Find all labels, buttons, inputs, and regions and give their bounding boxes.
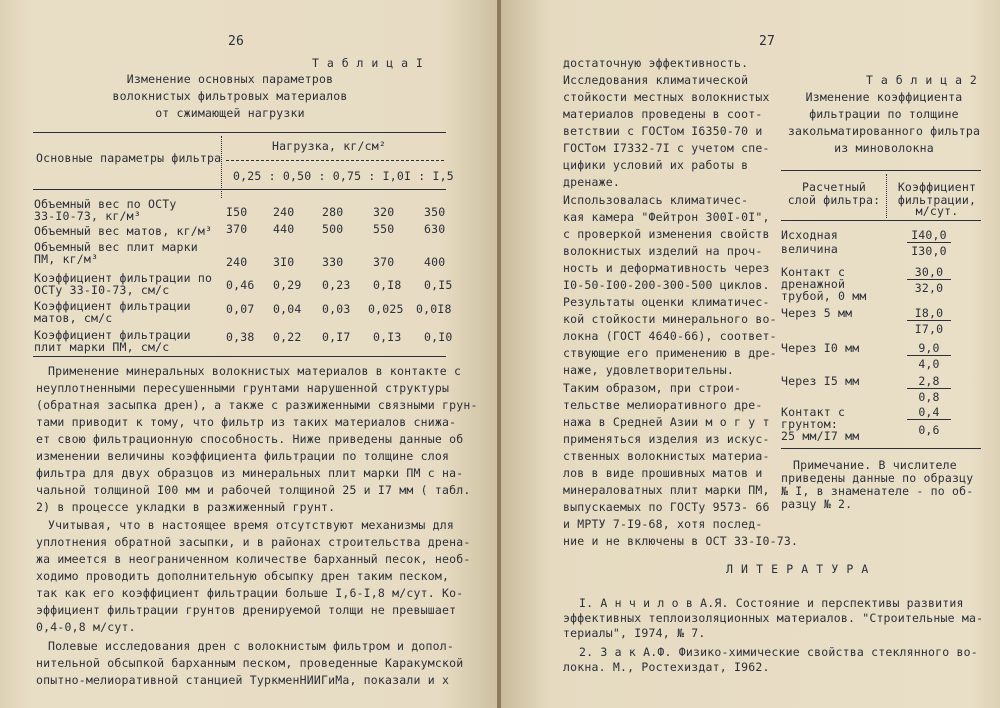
text-line: наже, удовлетворительны.	[563, 363, 734, 377]
paragraph-line: Полевые исследования дрен с волокнистым фильтром и допол-	[48, 639, 455, 653]
row-label: Объемный вес матов, кг/м³	[34, 224, 213, 238]
paragraph-line: тами приводит к тому, что фильтр из таких материалов снижа-	[36, 415, 457, 429]
denominator: 0,8	[918, 390, 940, 404]
denominator: 0,6	[918, 423, 940, 437]
table-header-layer: слой фильтра:	[787, 193, 881, 207]
row-label: матов, см/с	[34, 311, 113, 325]
table-cell: 0,07	[226, 302, 255, 316]
row-label: ОСТу 33-I0-73, см/с	[34, 283, 170, 297]
table-rule-bottom	[781, 448, 981, 449]
row-label: 33-I0-73, кг/м³	[34, 209, 141, 223]
row-label: трубой, 0 мм	[781, 289, 867, 303]
table-header-coefficient: м/сут.	[915, 204, 959, 218]
literature-heading: Л И Т Е Р А Т У Р А	[726, 562, 869, 576]
table-header-coefficient: Коэффициент	[897, 180, 977, 194]
denominator: 4,0	[918, 357, 940, 371]
table-title-line: из миноволокна	[834, 141, 934, 155]
fraction-bar	[907, 355, 951, 356]
table-cell: 440	[273, 222, 295, 236]
paragraph-line: так как его коэффициент фильтрации больше I,6-I,8 м/сут. Ко-	[36, 586, 464, 600]
paragraph-line: фильтра для двух образцов из минеральных плит марки ПМ с на-	[36, 466, 464, 480]
table-title-line: закольматированного фильтра	[787, 124, 981, 138]
table-cell: 0,23	[322, 278, 351, 292]
numerator: 9,0	[918, 341, 940, 355]
table-label: Т а б л и ц а I	[312, 56, 424, 70]
text-line: ние и не включены в ОСТ 33-I0-73.	[563, 534, 799, 548]
paragraph-line: уплотнения обратной засыпки, и в районах строительства дрена-	[36, 535, 471, 549]
table-header-layer: Расчетный	[801, 180, 867, 194]
row-label: Через I5 мм	[781, 374, 860, 388]
table-cell: 0,I0	[424, 330, 453, 344]
table-cell: 0,29	[273, 278, 302, 292]
table-cell: 3I0	[273, 255, 295, 269]
table-rule-bottom	[33, 356, 446, 357]
text-line: Таким образом, при строи-	[563, 381, 742, 395]
row-label: Контакт с	[781, 265, 846, 279]
table-cell: 0,025	[368, 302, 404, 316]
denominator: 32,0	[914, 281, 944, 295]
row-label: Коэффициент фильтрации	[34, 299, 191, 313]
text-line: ственных волокнистых материа-	[563, 449, 770, 463]
table-cell: 0,I5	[424, 278, 453, 292]
paragraph-line: 0,4-0,8 м/сут.	[36, 620, 136, 634]
numerator: 2,8	[918, 374, 940, 388]
table-cell: 240	[273, 205, 295, 219]
table-title-line: Изменение основных параметров	[126, 72, 334, 86]
table-cell: 240	[226, 255, 248, 269]
table-header-divider	[226, 160, 444, 161]
table-header-parameters: Основные параметры фильтра	[36, 151, 222, 165]
table-label: Т а б л и ц а 2	[866, 73, 978, 87]
row-label: Коэффициент фильтрации	[34, 328, 191, 342]
table-cell: 0,I8	[373, 278, 402, 292]
fraction-bar	[907, 242, 951, 243]
row-label: Объемный вес плит марки	[34, 240, 198, 254]
table-header-load: Нагрузка, кг/см²	[272, 139, 386, 153]
table-rule-header	[781, 220, 981, 221]
text-line: Результаты оценки климатичес-	[563, 295, 770, 309]
fraction-bar	[907, 419, 951, 420]
text-line: выпускаемых по ГОСТу 9573- 66	[563, 500, 770, 514]
text-line: материалов проведены в соот-	[563, 107, 763, 121]
text-line: с проверкой изменения свойств	[563, 227, 770, 241]
row-label: величина	[781, 242, 838, 256]
reference-line: эффективных теплоизоляционных материалов. "Строительные ма-	[563, 611, 984, 625]
table-cell: 320	[373, 205, 395, 219]
row-label: Через 5 мм	[781, 306, 853, 320]
text-line: цифики условий их работы в	[563, 158, 749, 172]
paragraph-line: опытно-мелиоративной станцией ТуркменНИИГиМа, показали и х	[36, 673, 450, 687]
table-cell: 370	[226, 222, 248, 236]
table-cell: 330	[322, 255, 344, 269]
text-line: и МРТУ 7-I9-68, хотя послед-	[563, 517, 763, 531]
paragraph-line: Применение минеральных волокнистых материалов в контакте с	[48, 364, 462, 378]
table-cell: 550	[373, 222, 395, 236]
paragraph-line: чальной толщиной I00 мм и рабочей толщиной 25 и I7 мм ( табл.	[36, 483, 471, 497]
row-label: дренажной	[781, 277, 846, 291]
note-line: приведены данные по образцу	[781, 471, 974, 485]
note-line: № I, в знаменателе - по об-	[781, 484, 974, 498]
reference-line: I. А н ч и л о в А.Я. Состояние и перспективы развития	[579, 596, 964, 610]
page-number: 26	[228, 34, 245, 49]
text-line: Исследования климатической	[563, 73, 749, 87]
text-line: дренаже.	[563, 175, 620, 189]
row-label: Исходная	[781, 228, 838, 242]
paragraph-line: нительной обсыпкой барханным песком, проведенные Каракумской	[36, 656, 464, 670]
table-header-coefficient: фильтрации,	[897, 193, 977, 207]
table-cell: 280	[322, 205, 344, 219]
page-number: 27	[759, 34, 776, 49]
numerator: 30,0	[914, 265, 944, 279]
text-line: ность и деформативность через	[563, 261, 770, 275]
table-cell: 0,22	[273, 330, 302, 344]
note-line: Примечание. В числителе	[793, 458, 957, 472]
table-column-divider	[886, 174, 887, 218]
paragraph-line: эффициент фильтрации грунтов дренируемой толщи не превышает	[36, 603, 457, 617]
paragraph-line: жа имеется в неограниченном количестве барханный песок, необ-	[36, 552, 471, 566]
table-load-values: 0,25 : 0,50 : 0,75 : I,0I : I,5	[233, 169, 454, 183]
paragraph-line: ет свою фильтрационную способность. Ниже приведены данные об	[36, 432, 464, 446]
paragraph-line: ходимо проводить дополнительную обсыпку дрен таким песком,	[36, 569, 450, 583]
row-label: грунтом:	[781, 417, 838, 431]
fraction-bar	[907, 320, 951, 321]
fraction-bar	[907, 279, 951, 280]
table-rule-top	[33, 132, 446, 133]
reference-line: локна. М., Ростехиздат, I962.	[563, 660, 770, 674]
numerator: I8,0	[914, 306, 944, 320]
table-cell: I50	[226, 205, 248, 219]
table-title-line: от сжимающей нагрузки	[155, 106, 305, 120]
text-line: тельстве мелиоративного дре-	[563, 398, 763, 412]
text-line: ГОСТом I7332-7I с учетом спе-	[563, 141, 770, 155]
table-cell: 400	[424, 255, 446, 269]
fraction-bar	[907, 388, 951, 389]
text-line: стойкости местных волокнистых	[563, 90, 770, 104]
row-label: 25 мм/I7 мм	[781, 429, 860, 443]
text-line: ствующие его применению в дре-	[563, 346, 777, 360]
row-label: Через I0 мм	[781, 341, 860, 355]
text-line: нажа в Средней Азии м о г у т	[563, 415, 770, 429]
table-cell: 370	[373, 255, 395, 269]
row-label: ПМ, кг/м³	[34, 252, 99, 266]
text-line: кая камера "Фейтрон 300I-0I",	[563, 210, 770, 224]
paragraph-line: неуплотненными пересушенными грунтами нарушенной структуры	[36, 381, 450, 395]
table-cell: 0,03	[322, 302, 351, 316]
paragraph-line: (обратная засыпка дрен), а также с разжиженными связными грун-	[36, 398, 478, 412]
table-cell: 350	[424, 205, 446, 219]
row-label: плит марки ПМ, см/с	[34, 340, 170, 354]
text-line: достаточную эффективность.	[563, 56, 749, 70]
denominator: I30,0	[911, 244, 947, 258]
note-line: разцу № 2.	[781, 497, 853, 511]
right-page	[501, 0, 1000, 708]
paragraph-line: изменении величины коэффициента фильтрации по толщине слоя	[36, 449, 450, 463]
denominator: I7,0	[914, 322, 944, 336]
table-cell: 0,I3	[373, 330, 402, 344]
text-line: лов в виде прошивных матов и	[563, 466, 763, 480]
text-line: локна (ГОСТ 4640-66), соответ-	[563, 329, 777, 343]
table-title-line: Изменение коэффициента	[805, 90, 963, 104]
table-rule-header	[33, 189, 446, 190]
table-cell: 0,46	[226, 278, 255, 292]
paragraph-line: Учитывая, что в настоящее время отсутствуют механизмы для	[48, 518, 455, 532]
table-title-line: волокнистых фильтровых материалов	[112, 89, 348, 103]
table-cell: 500	[322, 222, 344, 236]
table-cell: 0,04	[273, 302, 302, 316]
table-title-line: фильтрации по толщине	[809, 107, 959, 121]
text-line: I0-50-I00-200-300-500 циклов.	[563, 278, 770, 292]
numerator: 0,4	[918, 405, 940, 419]
text-line: кой стойкости минерального во-	[563, 312, 777, 326]
reference-line: 2. З а к А.Ф. Физико-химические свойства стеклянного во-	[579, 645, 978, 659]
table-cell: 0,I7	[322, 330, 351, 344]
paragraph-line: 2) в процессе укладки в разжиженный грунт.	[36, 500, 336, 514]
text-line: ветствии с ГОСТом I6350-70 и	[563, 124, 763, 138]
table-cell: 0,38	[226, 330, 255, 344]
left-page	[0, 0, 499, 708]
text-line: волокнистых изделий на проч-	[563, 244, 763, 258]
reference-line: териалы", I974, № 7.	[563, 626, 706, 640]
numerator: I40,0	[911, 228, 947, 242]
table-rule-top	[781, 170, 981, 171]
text-line: применяться изделия из искус-	[563, 432, 770, 446]
row-label: Коэффициент фильтрации по	[34, 271, 213, 285]
text-line: Использовалась климатичес-	[563, 193, 749, 207]
text-line: минераловатных плит марки ПМ,	[563, 483, 770, 497]
row-label: Контакт с	[781, 405, 846, 419]
row-label: Объемный вес по ОСТу	[34, 197, 177, 211]
table-cell: 630	[424, 222, 446, 236]
table-cell: 0,0I8	[416, 302, 452, 316]
